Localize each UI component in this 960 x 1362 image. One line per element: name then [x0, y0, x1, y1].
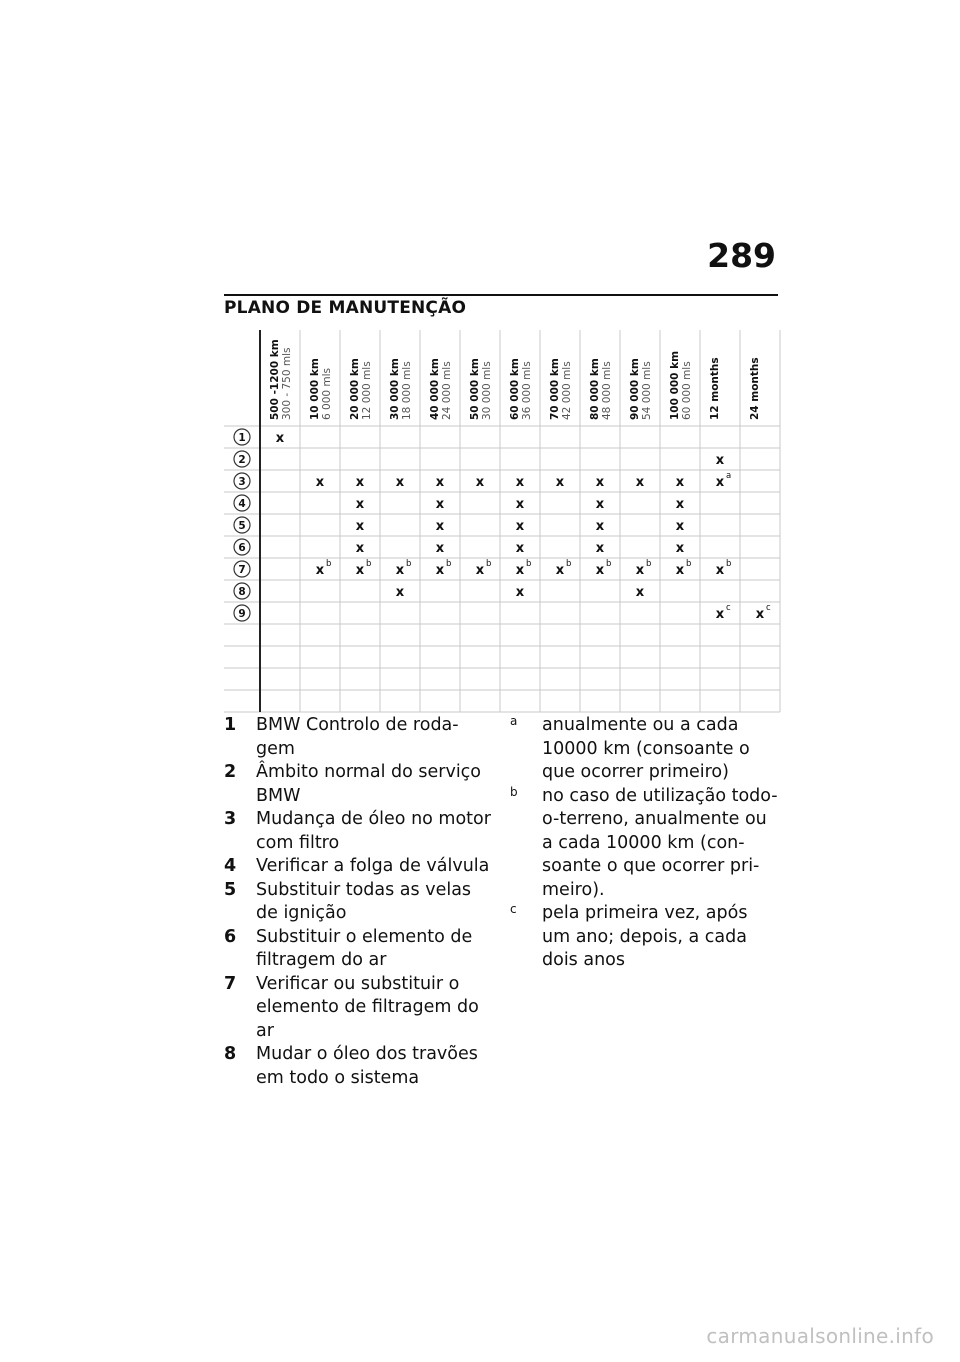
schedule-mark: x [595, 563, 605, 578]
row-number: 3 [238, 476, 246, 488]
schedule-mark: x [275, 431, 285, 446]
legend-text: Verificar a folga de válvula [256, 856, 490, 876]
schedule-mark: x [515, 541, 525, 556]
column-header-km: 30 000 km [389, 358, 401, 420]
column-header-mls: 6 000 mls [321, 367, 333, 420]
schedule-mark: x [555, 475, 565, 490]
schedule-mark-footnote: b [726, 559, 732, 569]
column-header-km: 70 000 km [549, 358, 561, 420]
column-header-mls: 60 000 mls [681, 361, 693, 420]
column-header-mls: 12 000 mls [361, 361, 373, 420]
schedule-mark-footnote: b [646, 559, 652, 569]
schedule-mark: x [355, 563, 365, 578]
schedule-mark: x [395, 475, 405, 490]
legend-item [224, 855, 494, 879]
column-header-km: 12 months [709, 357, 721, 420]
schedule-mark: x [675, 563, 685, 578]
column-header-km: 100 000 km [669, 350, 681, 420]
schedule-mark: x [675, 497, 685, 512]
footnote-mark: a [510, 714, 518, 728]
schedule-mark: x [435, 563, 445, 578]
column-header-mls: 48 000 mls [601, 361, 613, 420]
column-header-km: 24 months [749, 357, 761, 420]
column-header-km: 60 000 km [509, 358, 521, 420]
footnote-item [510, 714, 780, 785]
legend-number: 1 [224, 715, 237, 735]
schedule-mark-footnote: b [446, 559, 452, 569]
schedule-mark: x [355, 475, 365, 490]
schedule-mark: x [635, 475, 645, 490]
schedule-mark-footnote: a [726, 471, 732, 481]
column-header-km: 10 000 km [309, 358, 321, 420]
schedule-mark: x [595, 475, 605, 490]
schedule-mark: x [395, 585, 405, 600]
schedule-mark: x [355, 497, 365, 512]
legend-text: Mudança de óleo no motor com filtro [256, 809, 491, 853]
legend-text: Âmbito normal do serviço BMW [256, 762, 482, 806]
schedule-mark-footnote: b [406, 559, 412, 569]
column-header-mls: 18 000 mls [401, 361, 413, 420]
legend-number: 2 [224, 762, 237, 782]
schedule-mark: x [515, 519, 525, 534]
column-header-mls: 42 000 mls [561, 361, 573, 420]
footnote-mark: b [510, 784, 518, 799]
schedule-mark: x [755, 607, 765, 622]
legend-text: BMW Controlo de roda-gem [256, 715, 459, 759]
schedule-mark: x [515, 563, 525, 578]
column-header-mls: 30 000 mls [481, 361, 493, 420]
legend-number: 4 [224, 856, 237, 876]
row-number: 2 [238, 454, 246, 466]
schedule-mark-footnote: b [686, 559, 692, 569]
legend-text: Verificar ou substituir o elemento de filtragem do ar [256, 973, 479, 1041]
column-header-km: 40 000 km [429, 358, 441, 420]
section-title: PLANO DE MANUTENÇÃO [224, 298, 467, 318]
legend-list [224, 714, 494, 1090]
schedule-mark-footnote: b [486, 559, 492, 569]
schedule-mark: x [675, 475, 685, 490]
column-header-km: 20 000 km [349, 358, 361, 420]
column-header-km: 50 000 km [469, 358, 481, 420]
row-number: 6 [238, 542, 246, 554]
schedule-mark: x [435, 497, 445, 512]
legend-number: 8 [224, 1044, 237, 1064]
watermark: carmanualsonline.info [706, 1324, 934, 1348]
schedule-mark-footnote: b [326, 559, 332, 569]
schedule-mark: x [515, 475, 525, 490]
row-number: 9 [238, 608, 246, 620]
footnote-text: pela primeira vez, após um ano; depois, a cada dois anos [542, 903, 748, 970]
legend-text: Mudar o óleo dos travões em todo o sistema [256, 1044, 478, 1088]
schedule-mark: x [515, 497, 525, 512]
legend-number: 6 [224, 926, 237, 947]
footnote-item [510, 785, 780, 903]
column-header-mls: 24 000 mls [441, 361, 453, 420]
column-header-km: 80 000 km [589, 358, 601, 420]
schedule-mark: x [475, 475, 485, 490]
schedule-mark-footnote: b [606, 559, 612, 569]
page-number: 289 [707, 236, 776, 275]
footnote-mark: c [510, 902, 517, 916]
column-header-mls: 54 000 mls [641, 361, 653, 420]
schedule-mark: x [315, 563, 325, 578]
legend-number: 3 [224, 809, 237, 829]
legend-item [224, 714, 494, 761]
column-header-mls: 300 - 750 mls [281, 347, 293, 420]
schedule-mark-footnote: b [366, 559, 372, 569]
legend-item [224, 973, 494, 1044]
schedule-mark: x [515, 585, 525, 600]
schedule-mark: x [355, 519, 365, 534]
legend-text: Substituir o elemento de filtragem do ar [256, 926, 473, 970]
column-header-mls: 36 000 mls [521, 361, 533, 420]
schedule-mark-footnote: b [526, 559, 532, 569]
schedule-mark: x [715, 563, 725, 578]
footnote-text: anualmente ou a cada 10000 km (consoante o que ocorrer primeiro) [542, 715, 750, 782]
schedule-mark-footnote: c [726, 603, 731, 613]
footnote-list [510, 714, 780, 973]
schedule-mark-footnote: b [566, 559, 572, 569]
legend-text: Substituir todas as velas de ignição [256, 879, 472, 923]
schedule-mark: x [435, 541, 445, 556]
schedule-mark: x [315, 475, 325, 490]
row-number: 4 [238, 498, 246, 510]
schedule-mark: x [435, 475, 445, 490]
schedule-mark: x [715, 475, 725, 490]
schedule-mark: x [395, 563, 405, 578]
legend-number: 7 [224, 973, 237, 994]
schedule-mark: x [595, 541, 605, 556]
schedule-mark: x [635, 585, 645, 600]
footnote-text: no caso de utilização todo-o-terreno, anualmente ou a cada 10000 km (con-soante o que ocorrer pri-meiro). [542, 785, 778, 900]
row-number: 5 [238, 520, 246, 532]
schedule-mark: x [675, 541, 685, 556]
schedule-mark: x [715, 453, 725, 468]
row-number: 8 [238, 586, 246, 598]
row-number: 7 [238, 564, 246, 576]
schedule-mark: x [555, 563, 565, 578]
schedule-mark: x [435, 519, 445, 534]
legend-number: 5 [224, 879, 237, 900]
schedule-mark: x [595, 497, 605, 512]
schedule-mark: x [355, 541, 365, 556]
schedule-mark: x [715, 607, 725, 622]
legend-item [224, 761, 494, 808]
schedule-mark: x [595, 519, 605, 534]
schedule-mark: x [475, 563, 485, 578]
legend-item [224, 1043, 494, 1090]
schedule-mark: x [675, 519, 685, 534]
schedule-mark-footnote: c [766, 603, 771, 613]
column-header-km: 500 -1200 km [269, 339, 281, 420]
legend-item [224, 926, 494, 973]
row-number: 1 [238, 432, 246, 444]
legend-item [224, 879, 494, 926]
footnote-item [510, 902, 780, 973]
schedule-mark: x [635, 563, 645, 578]
column-header-km: 90 000 km [629, 358, 641, 420]
legend-item [224, 808, 494, 855]
